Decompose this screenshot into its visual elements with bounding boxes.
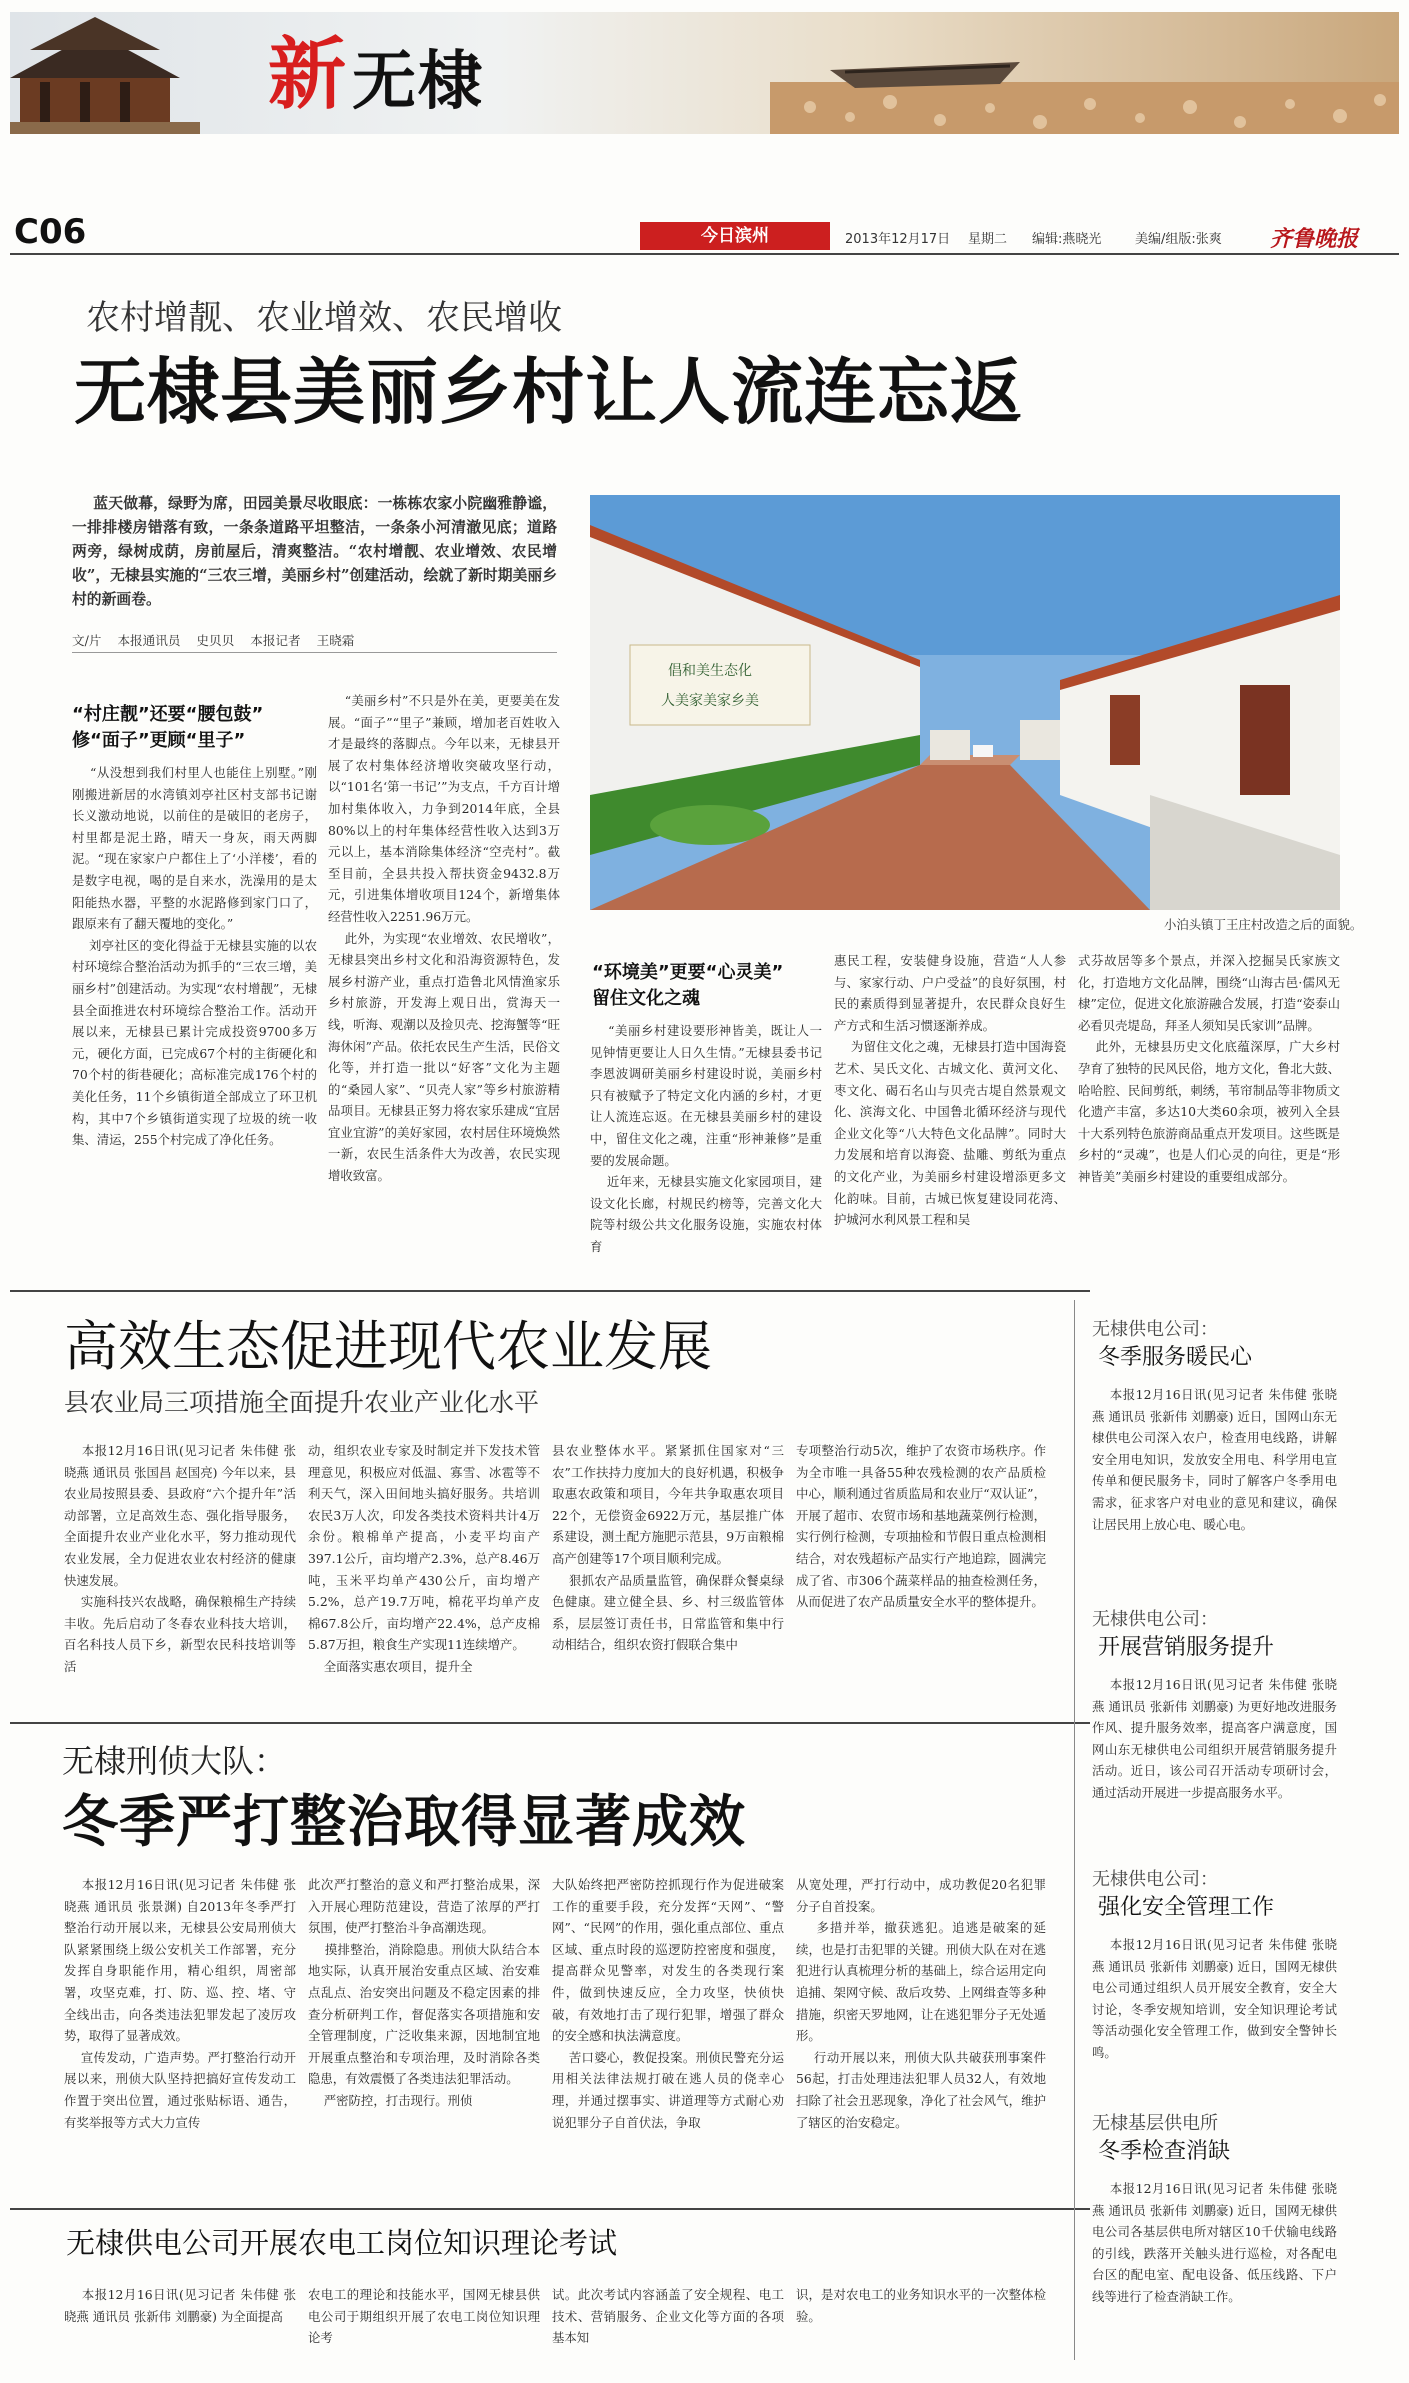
sidebar-kicker: 无棣供电公司： [1092,1319,1218,1340]
lead-sub1-line1: “村庄靓”还要“腰包鼓” [72,704,264,725]
masthead-title-new: 新 [268,30,347,120]
police-kicker: 无棣刑侦大队： [62,1742,287,1780]
pavilion-icon [10,17,200,134]
sidebar-item-1 [1092,1318,1337,1535]
agri-column-1: 本报12月16日讯(见习记者 朱伟健 张晓燕 通讯员 张国昌 赵国亮) 今年以来，县农业局按照县委、县政府“六个提升年”活动部署，立足高效生态、强化指导服务，全面提升农业产业化水平，努力推动现代农业发展，全力促进农业农村经济的健康快速发展。 实施科技兴农战略，确保粮棉生产持续丰收。先后启动了冬春农业科技大培训，百名科技人员下乡，新型农民科技培训等活 [64,1443,296,1674]
exam-column-1: 本报12月16日讯(见习记者 朱伟健 张晓燕 通讯员 张新伟 刘鹏豪) 为全面提高 [64,2287,296,2324]
section-tab[interactable]: 今日滨州 [640,222,830,250]
sidebar-kicker: 无棣基层供电所 [1092,2113,1218,2134]
editor-credit: 编辑:燕晓光 [1032,232,1102,247]
sidebar-divider [1074,1300,1075,2360]
boat-icon [830,62,1020,88]
sidebar-item-4 [1092,2112,1337,2308]
agri-column-2: 动，组织农业专家及时制定并下发技术管理意见，积极应对低温、寡雪、冰雹等不利天气，深入田间地头搞好服务。共培训农民3万人次，印发各类技术资料共计4万余份。粮棉单产提高，小麦平均亩产397.1公斤，亩均增产2.3%，总产8.46万吨，玉米平均单产430公斤，亩均增产5.2%，总产19.7万吨，棉花平均单产皮棉67.8公斤，亩均增产22.4%，总产皮棉5.87万担，粮食生产实现11连续增产。 全面落实惠农项目，提升全 [308,1443,540,1674]
sidebar-kicker: 无棣供电公司： [1092,1609,1218,1630]
lead-column-5: 式芬故居等多个景点，并深入挖掘吴氏家族文化，打造地方文化品牌，围绕“山海古邑·儒风无棣”定位，促进文化旅游融合发展，打造“姿泰山必看贝壳堤岛，拜圣人须知吴氏家训”品牌。 此外，无棣县历史文化底蕴深厚，广大乡村孕育了独特的民风民俗，地方文化，鲁北大鼓、哈哈腔、民间剪纸，刺绣，苇帘制品等非物质文化遗产丰富，多达10大类60余项，被列入全县十大系列特色旅游商品重点开发项目。这些既是乡村的“灵魂”，也是人们心灵的向往，更是“形神皆美”美丽乡村建设的重要组成部分。 [1078,953,1341,1184]
police-column-1: 本报12月16日讯(见习记者 朱伟健 张晓燕 通讯员 张景渊) 自2013年冬季严打整治行动开展以来，无棣县公安局刑侦大队紧紧围绕上级公安机关工作部署，充分发挥自身职能作用，精心组织，周密部署，攻坚克难，打、防、巡、控、堵、守全线出击，向各类违法犯罪发起了凌厉攻势，取得了显著成效。 宣传发动，广造声势。严打整治行动开展以来，刑侦大队坚持把搞好宣传发动工作置于突出位置，通过张贴标语、通告，有奖举报等方式大力宣传 [64,1877,296,2130]
issue-weekday: 星期二 [968,232,1008,247]
sidebar-title: 强化安全管理工作 [1098,1895,1275,1920]
masthead-banner [10,12,1399,134]
lead-byline: 文/片 本报通讯员 史贝贝 本报记者 王晓霜 [72,633,355,648]
page-code: C06 [14,212,87,252]
lead-sub2-line1: “环境美”更要“心灵美” [592,962,784,983]
police-headline: 冬季严打整治取得显著成效 [62,1790,746,1855]
lead-column-4: 惠民工程，安装健身设施，营造“人人参与、家家行动、户户受益”的良好氛围，村民的素质得到显著提升，农民群众良好生产方式和生活习惯逐渐养成。 为留住文化之魂，无棣县打造中国海瓷艺术、吴氏文化、古城文化、黄河文化、枣文化、碣石名山与贝壳古堤自然景观文化、滨海文化、中国鲁北循环经济与现代企业文化等“八大特色文化品牌”。同时大力发展和培育以海瓷、盐雕、剪纸为重点的文化产业，为美丽乡村建设增添更多文化韵味。目前，古城已恢复建设同花湾、护城河水利风景工程和吴 [834,953,1066,1228]
lead-column-3: “美丽乡村建设要形神皆美，既让人一见钟情更要让人日久生情。”无棣县委书记李恩波调研美丽乡村建设时说，美丽乡村只有被赋予了特定文化内涵的乡村，才更让人流连忘返。在无棣县美丽乡村的建设中，留住文化之魂，注重“形神兼修”是重要的发展命题。 近年来，无棣县实施文化家园项目，建设文化长廊，村规民约榜等，完善文化大院等村级公共文化服务设施，实施农村体育 [590,1023,822,1254]
sidebar-body: 本报12月16日讯(见习记者 朱伟健 张晓燕 通讯员 张新伟 刘鹏豪) 近日，国网无棣供电公司各基层供电所对辖区10千伏输电线路的引线，跌落开关触头进行巡检，对各配电台区的配电室、配电设备、低压线路、下户线等进行了检查消缺工作。 [1092,2181,1337,2304]
lead-column-1: “从没想到我们村里人也能住上别墅。”刚刚搬进新居的水湾镇刘亭社区村支部书记谢长义激动地说，以前住的是破旧的老房子，村里都是泥土路，晴天一身灰，雨天两脚泥。“现在家家户户都住上了‘小洋楼’，看的是数字电视，喝的是自来水，洗澡用的是太阳能热水器，平整的水泥路修到家门口了，跟原来有了翻天覆地的变化。” 刘亭社区的变化得益于无棣县实施的以农村环境综合整治活动为抓手的“三农三增，美丽乡村”创建活动。为实现“农村增靓”，无棣县全面推进农村环境综合整治工作。活动开展以来，无棣县已累计完成投资9700多万元，硬化方面，已完成67个村的主街硬化和70个村的街巷硬化；高标准完成176个村的美化任务，11个乡镇街道全部成立了环卫机构，其中7个乡镇街道实现了垃圾的统一收集、清运，255个村完成了净化任务。 [72,765,317,1148]
masthead-title: 无棣 [352,45,484,119]
agri-column-4: 专项整治行动5次，维护了农资市场秩序。作为全市唯一具备55种农残检测的农产品质检中心，顺利通过省质监局和农业厅“双认证”，开展了超市、农贸市场和基地蔬菜例行检测，实行例行检测，专项抽检和节假日重点检测相结合，对农残超标产品实行产地追踪，圆满完成了省、市306个蔬菜样品的抽查检测任务，从而促进了农产品质量安全水平的整体提升。 [796,1443,1046,1610]
exam-headline: 无棣供电公司开展农电工岗位知识理论考试 [66,2226,618,2260]
byline-rule [72,652,557,653]
agri-headline: 高效生态促进现代农业发展 [64,1315,712,1378]
sidebar-body: 本报12月16日讯(见习记者 朱伟健 张晓燕 通讯员 张新伟 刘鹏豪) 为更好地改进服务作风、提升服务效率，提高客户满意度，国网山东无棣供电公司组织开展营销服务提升活动。近日，该公司召开活动专项研讨会，通过活动开展进一步提高服务水平。 [1092,1677,1337,1800]
header-rule [10,253,1399,255]
exam-column-4: 识，是对农电工的业务知识水平的一次整体检验。 [796,2287,1046,2324]
agri-column-3: 县农业整体水平。紧紧抓住国家对“三农”工作扶持力度加大的良好机遇，积极争取惠农政策和项目，今年共争取惠农项目22个，无偿资金6922万元，基层推广体系建设，测土配方施肥示范县，9万亩粮棉高产创建等17个项目顺利完成。 狠抓农产品质量监管，确保群众餐桌绿色健康。建立健全县、乡、村三级监管体系，层层签订责任书，日常监管和集中行动相结合，组织农资打假联合集中 [552,1443,784,1653]
lead-kicker: 农村增靓、农业增效、农民增收 [86,298,562,338]
sidebar-title: 冬季检查消缺 [1098,2139,1231,2164]
mural-text-2: 人美家美家乡美 [661,693,759,709]
lead-intro: 蓝天做幕，绿野为席，田园美景尽收眼底：一栋栋农家小院幽雅静谧，一排排楼房错落有致，一条条道路平坦整洁，一条条小河清澈见底；道路两旁，绿树成荫，房前屋后，清爽整洁。“农村增靓、农业增效、农民增收”，无棣县实施的“三农三增，美丽乡村”创建活动，绘就了新时期美丽乡村的新画卷。 [72,495,557,608]
lead-photo [590,495,1340,910]
exam-column-2: 农电工的理论和技能水平，国网无棣县供电公司于期组织开展了农电工岗位知识理论考 [308,2287,540,2346]
sidebar-item-3 [1092,1868,1337,2064]
paper-logo: 齐鲁晚报 [1270,226,1359,252]
photo-caption: 小泊头镇丁王庄村改造之后的面貌。 [1164,917,1363,932]
police-column-4: 从宽处理，严打行动中，成功教促20名犯罪分子自首投案。 多措并举，撤获逃犯。追逃是破案的延续，也是打击犯罪的关键。刑侦大队在对在逃犯进行认真梳理分析的基础上，综合运用定向追捕、架网守候、敌后攻势、上网缉查等多种措施，织密天罗地网，让在逃犯罪分子无处遁形。 行动开展以来，刑侦大队共破获刑事案件56起，打击处理违法犯罪人员32人，有效地扫除了社会丑恶现象，净化了社会风气，维护了辖区的治安稳定。 [796,1877,1046,2130]
police-column-3: 大队始终把严密防控抓现行作为促进破案工作的重要手段，充分发挥“天网”、“警网”、“民网”的作用，强化重点部位、重点区域、重点时段的巡逻防控密度和强度，提高群众见警率，对发生的各类现行案件，做到快速反应，全力攻坚，快侦快破，有效地打击了现行犯罪，增强了群众的安全感和执法满意度。 苦口婆心，教促投案。刑侦民警充分运用相关法律法规打破在逃人员的侥幸心理，并通过摆事实、讲道理等方式耐心劝说犯罪分子自首伏法，争取 [552,1877,784,2130]
lead-column-2: “美丽乡村”不只是外在美，更要美在发展。“面子”“里子”兼顾，增加老百姓收入才是最终的落脚点。今年以来，无棣县开展了农村集体经济增收突破攻坚行动，以“101名‘第一书记’”为支点，千方百计增加村集体收入，力争到2014年底，全县80%以上的村年集体经营性收入达到3万元以上，基本消除集体经济“空壳村”。截至目前，全县共投入帮扶资金9432.8万元，引进集体增收项目124个，新增集体经营性收入2251.96万元。 此外，为实现“农业增效、农民增收”，无棣县突出乡村文化和沿海资源特色，发展乡村游产业，重点打造鲁北风情渔家乐乡村旅游，开发海上观日出，赏海天一线，听海、观潮以及捡贝壳、挖海蟹等“旺海休闲”产品。依托农民生产生活，民俗文化等，并打造一批以“好客”文化为主题的“桑园人家”、“贝壳人家”等乡村旅游精品项目。无棣县正努力将农家乐建成“宜居宜业宜游”的美好家园，农村居住环境焕然一新，农民生活条件大为改善，农民实现增收致富。 [328,693,561,1184]
mural-text-1: 倡和美生态化 [668,663,752,679]
agri-subhead: 县农业局三项措施全面提升农业产业化水平 [64,1388,540,1417]
sidebar-body: 本报12月16日讯(见习记者 朱伟健 张晓燕 通讯员 张新伟 刘鹏豪) 近日，国网山东无棣供电公司深入农户，检查用电线路，讲解安全用电知识，发放安全用电、科学用电宣传单和便民服务卡，同时了解客户冬季用电需求，征求客户对电业的意见和建议，确保让居民用上放心电、暖心电。 [1092,1387,1337,1532]
police-column-2: 此次严打整治的意义和严打整治成果，深入开展心理防范建设，营造了浓厚的严打氛围，使严打整治斗争高潮迭现。 摸排整治，消除隐患。刑侦大队结合本地实际，认真开展治安重点区域、治安难点乱点、治安突出问题及不稳定因素的排查分析研判工作，督促落实各项措施和安全管理制度，广泛收集来源，因地制宜地开展重点整治和专项治理，及时消除各类隐患，有效震慑了各类违法犯罪活动。 严密防控，打击现行。刑侦 [308,1877,540,2108]
designer-credit: 美编/组版:张爽 [1135,232,1222,247]
police-bottom-rule [10,2208,1090,2210]
sidebar-kicker: 无棣供电公司： [1092,1869,1218,1890]
agri-bottom-rule [10,1722,1090,1724]
masthead-scenery [10,12,1399,134]
lead-headline: 无棣县美丽乡村让人流连忘返 [74,350,1024,434]
lead-bottom-rule [10,1290,1090,1292]
exam-column-3: 试。此次考试内容涵盖了安全规程、电工技术、营销服务、企业文化等方面的各项基本知 [552,2287,784,2346]
village-street-photo [590,495,1340,910]
sidebar-body: 本报12月16日讯(见习记者 朱伟健 张晓燕 通讯员 张新伟 刘鹏豪) 近日，国网无棣供电公司通过组织人员开展安全教育，安全大讨论，冬季安规知培训，安全知识理论考试等活动强化安全管理工作，做到安全警钟长鸣。 [1092,1937,1337,2060]
sidebar-title: 冬季服务暖民心 [1098,1345,1253,1370]
lead-sub1-line2: 修“面子”更顾“里子” [72,730,246,751]
sidebar-title: 开展营销服务提升 [1098,1635,1275,1660]
sidebar-item-2 [1092,1608,1337,1804]
lead-sub2-line2: 留住文化之魂 [592,988,700,1009]
issue-date: 2013年12月17日 [845,232,951,247]
